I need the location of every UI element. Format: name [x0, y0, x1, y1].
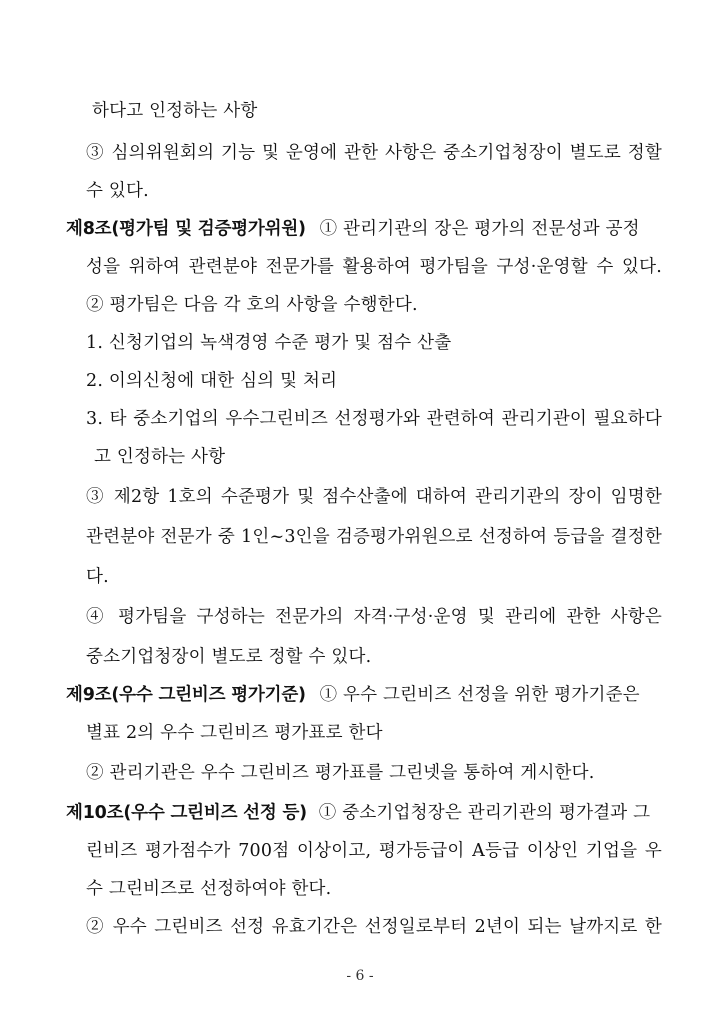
text-line: 관련분야 전문가 중 1인~3인을 검증평가위원으로 선정하여 등급을 결정한 — [86, 527, 662, 547]
text-line: ③ 심의위원회의 기능 및 운영에 관한 사항은 중소기업청장이 별도로 정할 — [86, 143, 662, 163]
text-line: 중소기업청장이 별도로 정할 수 있다. — [86, 647, 372, 667]
text-line: 수 있다. — [86, 181, 149, 201]
text-line: ② 관리기관은 우수 그린비즈 평가표를 그린넷을 통하여 게시한다. — [86, 763, 595, 783]
text-line: 고 인정하는 사항 — [94, 447, 226, 467]
text-line: 린비즈 평가점수가 700점 이상이고, 평가등급이 A등급 이상인 기업을 우 — [86, 841, 662, 861]
article-10 — [66, 802, 662, 824]
text-line: ② 우수 그린비즈 선정 유효기간은 선정일로부터 2년이 되는 날까지로 한 — [86, 917, 662, 937]
text-line: ④ 평가팀을 구성하는 전문가의 자격·구성·운영 및 관리에 관한 사항은 — [86, 607, 662, 627]
list-item: 2. 이의신청에 대한 심의 및 처리 — [86, 371, 338, 391]
page-number: - 6 - — [346, 968, 374, 984]
article-9 — [66, 684, 662, 706]
text-line: ① 중소기업청장은 관리기관의 평가결과 그 — [318, 803, 651, 823]
article-10-heading: 제10조(우수 그린비즈 선정 등) — [66, 803, 307, 823]
list-item: 1. 신청기업의 녹색경영 수준 평가 및 점수 산출 — [86, 333, 452, 353]
text-line: 성을 위하여 관련분야 전문가를 활용하여 평가팀을 구성·운영할 수 있다. — [86, 257, 662, 277]
text-line: ① 관리기관의 장은 평가의 전문성과 공정 — [319, 219, 640, 239]
text-line: ① 우수 그린비즈 선정을 위한 평가기준은 — [319, 685, 640, 705]
list-item: 3. 타 중소기업의 우수그린비즈 선정평가와 관련하여 관리기관이 필요하다 — [86, 409, 662, 429]
text-line: 별표 2의 우수 그린비즈 평가표로 한다 — [86, 723, 383, 743]
text-line: 수 그린비즈로 선정하여야 한다. — [86, 879, 332, 899]
text-line: 하다고 인정하는 사항 — [92, 101, 258, 121]
article-8 — [66, 218, 662, 240]
text-line: ② 평가팀은 다음 각 호의 사항을 수행한다. — [86, 295, 418, 315]
article-8-heading: 제8조(평가팀 및 검증평가위원) — [66, 219, 306, 239]
article-9-heading: 제9조(우수 그린비즈 평가기준) — [66, 685, 306, 705]
text-line: 다. — [86, 567, 109, 587]
text-line: ③ 제2항 1호의 수준평가 및 점수산출에 대하여 관리기관의 장이 임명한 — [86, 487, 662, 507]
